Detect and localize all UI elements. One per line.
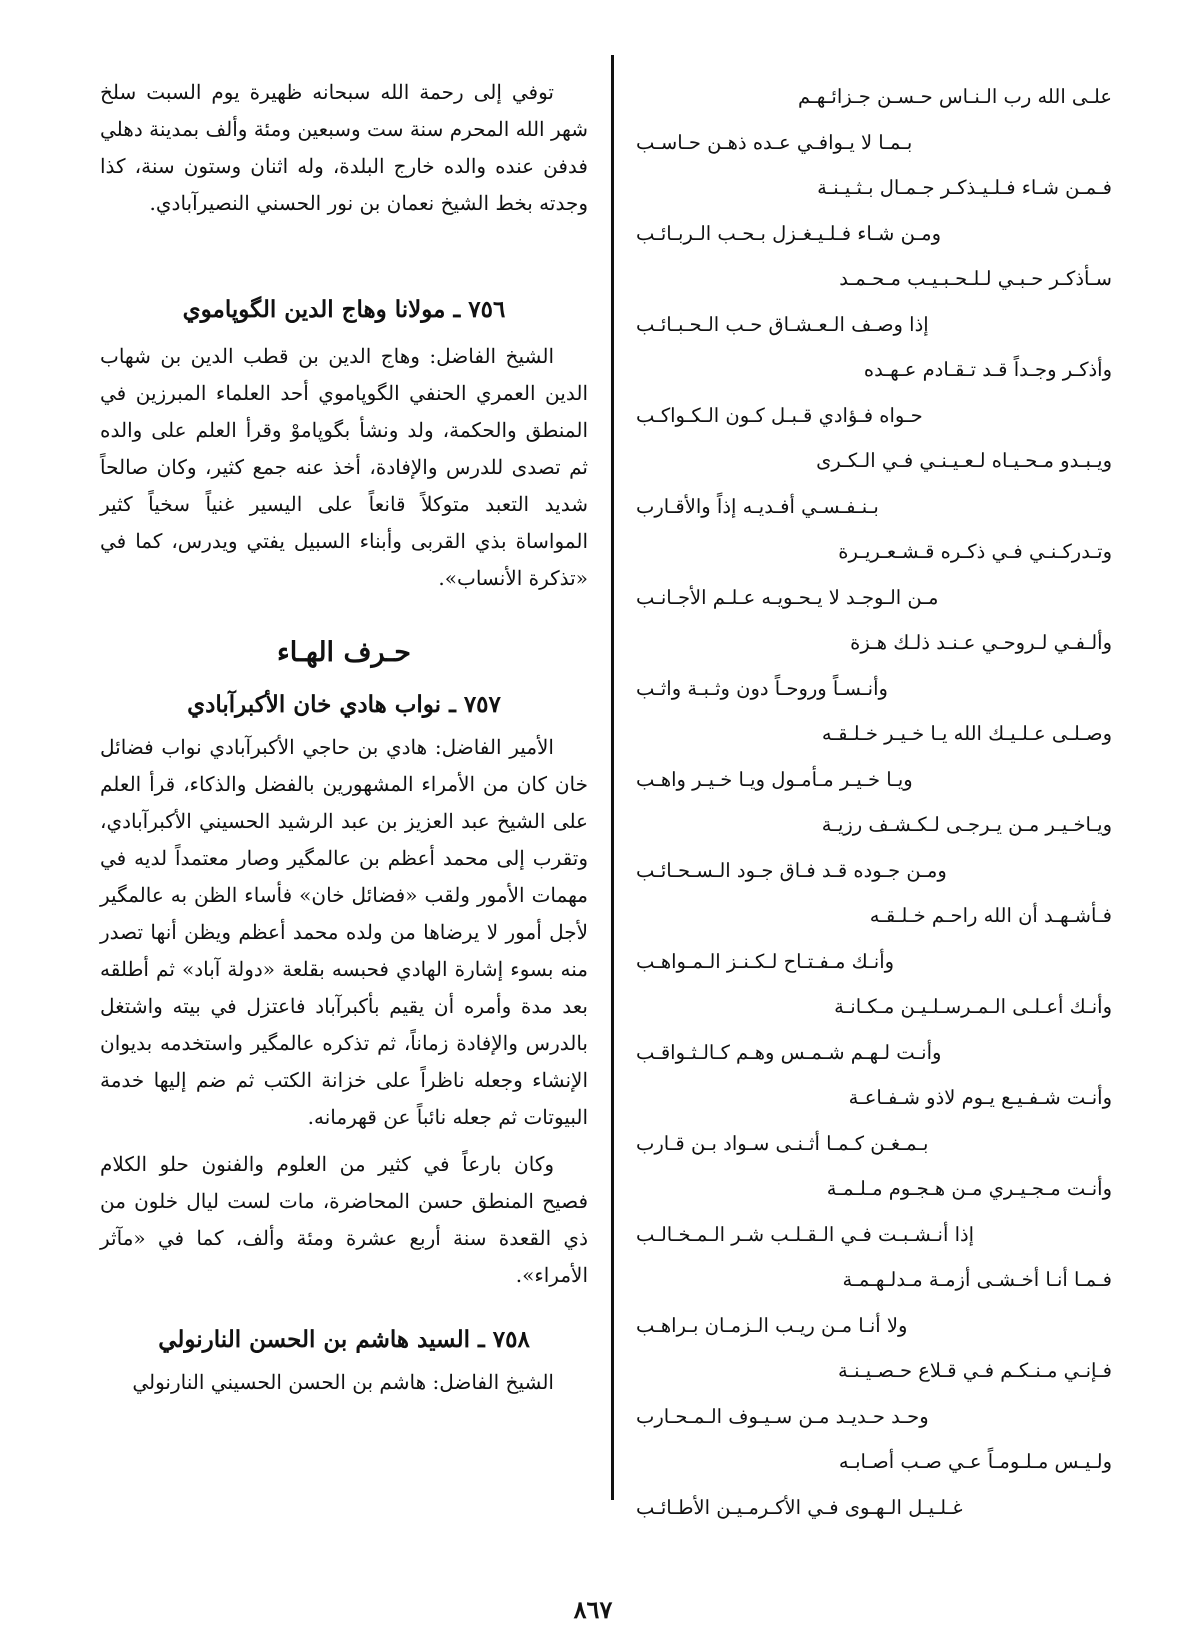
- page-number: ٨٦٧: [573, 1595, 613, 1624]
- verse-first-hemistich: سـأذكـر حـبـي لـلـحـبـيـب مـحـمـد: [839, 267, 1112, 290]
- verse-first-hemistich: علـى الله رب الـنـاس حـسـن جـزائـهـم: [798, 85, 1112, 108]
- column-divider: [611, 55, 614, 1500]
- verse-first-hemistich: وألـفـي لـروحـي عـنـد ذلـك هـزة: [850, 631, 1112, 654]
- verse-second-hemistich: إذا أنـشـبـت فـي الـقـلـب شـر الـمـخـالـب: [636, 1222, 975, 1246]
- entry-757-title: ٧٥٧ ـ نواب هادي خان الأكبرآبادي: [187, 691, 501, 718]
- letter-heading: حـرف الهـاء: [277, 637, 411, 668]
- entry-756-title: ٧٥٦ ـ مولانا وهاج الدين الگوپاموي: [182, 296, 506, 323]
- verse-first-hemistich: وأنـت مـجـيـري مـن هـجـوم مـلـمـة: [826, 1177, 1112, 1200]
- verse-second-hemistich: حـواه فـؤادي قـبـل كـون الـكـواكـب: [636, 403, 923, 427]
- verse-second-hemistich: إذا وصـف الـعـشـاق حـب الـحـبـائـب: [636, 312, 929, 336]
- verse-first-hemistich: وأنـت شـفـيـع يـوم لاذو شـفـاعـة: [848, 1086, 1112, 1109]
- verse-second-hemistich: ولا أنـا مـن ريـب الـزمـان بـراهـب: [636, 1313, 908, 1337]
- entry-756-paragraph: الشيخ الفاضل: وهاج الدين بن قطب الدين بن شهاب الدين العمري الحنفي الگوپاموي أحد العلماء المبرزين في المنطق والحكمة، ولد ونشأ بگوپاموْ وقرأ العلم على والده ثم تصدى للدرس والإفادة، أخذ عنه جمع كثير، وكان صالحاً شديد التعبد متوكلاً قانعاً على اليسير غنياً سخياً كثير المواساة بذي القربى وأبناء السبيل يفتي ويدرس، كما في «تذكرة الأنساب».: [100, 344, 588, 590]
- verse-first-hemistich: ويـبـدو مـحـيـاه لـعـيـنـي فـي الـكـرى: [816, 449, 1112, 472]
- verse-second-hemistich: وأنـت لـهـم شـمـس وهـم كـالـثـواقـب: [636, 1040, 942, 1064]
- entry-758-paragraph: الشيخ الفاضل: هاشم بن الحسن الحسيني النارنولي: [132, 1370, 554, 1394]
- verse-second-hemistich: بـمـغـن كـمـا أثـنـى سـواد بـن قـارب: [636, 1131, 929, 1155]
- verse-first-hemistich: وصـلـى عـلـيـك الله يـا خـيـر خـلـقـه: [821, 722, 1112, 745]
- verse-second-hemistich: غـلـيـل الـهـوى فـي الأكـرمـيـن الأطـائـب: [636, 1495, 963, 1519]
- verse-first-hemistich: ويـاخـيـر مـن يـرجـى لـكـشـف رزيـة: [821, 813, 1112, 836]
- verse-second-hemistich: مـن الـوجـد لا يـحـويـه عـلـم الأجـانـب: [636, 585, 939, 609]
- verse-second-hemistich: وحـد حـديـد مـن سـيـوف الـمـحـارب: [636, 1404, 929, 1428]
- verse-first-hemistich: فـإنـي مـنـكـم فـي قـلاع حـصـيـنـة: [837, 1359, 1112, 1382]
- verse-first-hemistich: فـمـا أنـا أخـشـى أزمـة مـدلـهـمـة: [842, 1268, 1112, 1291]
- verse-first-hemistich: فـأشـهـد أن الله راحـم خـلـقـه: [869, 904, 1112, 927]
- verse-second-hemistich: وأنـسـاً وروحـاً دون وثـبـة واثـب: [636, 676, 888, 700]
- entry-757-paragraph-2: وكان بارعاً في كثير من العلوم والفنون حلو الكلام فصيح المنطق حسن المحاضرة، مات لست ليال خلون من ذي القعدة سنة أربع عشرة ومئة وألف، كما في «مآثر الأمراء».: [100, 1152, 588, 1287]
- entry-758-title: ٧٥٨ ـ السيد هاشم بن الحسن النارنولي: [158, 1326, 530, 1353]
- entry-757-paragraph-1: الأمير الفاضل: هادي بن حاجي الأكبرآبادي نواب فضائل خان كان من الأمراء المشهورين بالفضل والذكاء، قرأ العلم على الشيخ عبد العزيز بن عبد الرشيد الحسيني الأكبرآبادي، وتقرب إلى محمد أعظم بن عالمگير وصار معتمداً لديه في مهمات الأمور ولقب «فضائل خان» فأساء الظن به عالمگير لأجل أمور لا يرضاها من ولده محمد أعظم ويظن أنها تصدر منه بسوء إشارة الهادي فحبسه بقلعة «دولة آباد» ثم أطلقه بعد مدة وأمره أن يقيم بأكبرآباد فاعتزل في بيته واشتغل بالدرس والإفادة زماناً، ثم تذكره عالمگير واستخدمه بديوان الإنشاء وجعله ناظراً على خزانة الكتب ثم ضم إليها خدمة البيوتات ثم جعله نائباً عن قهرمانه.: [100, 735, 588, 1129]
- verse-second-hemistich: بـنـفـسـي أفـديـه إذاً والأقـارب: [636, 494, 879, 518]
- verse-first-hemistich: وتـدركـنـي فـي ذكـره قـشـعـريـرة: [838, 540, 1112, 563]
- verse-first-hemistich: ولـيـس مـلـومـاً عـي صـب أصـابـه: [838, 1450, 1112, 1473]
- verse-second-hemistich: ويـا خـيـر مـأمـول ويـا خـيـر واهـب: [636, 767, 913, 791]
- verse-second-hemistich: ومـن جـوده قـد فـاق جـود الـسـحـائـب: [636, 858, 947, 882]
- verse-second-hemistich: وأنـك مـفـتـاح لـكـنـز الـمـواهـب: [636, 949, 895, 973]
- poem-column: [622, 74, 1124, 1530]
- verse-first-hemistich: وأذكـر وجـداً قـد تـقـادم عـهـده: [863, 358, 1112, 381]
- verse-second-hemistich: ومـن شـاء فـلـيـغـزل بـحـب الـربـائـب: [636, 221, 942, 245]
- prose-column: [100, 74, 588, 1401]
- intro-paragraph: توفي إلى رحمة الله سبحانه ظهيرة يوم السبت سلخ شهر الله المحرم سنة ست وسبعين ومئة وألف بمدينة دهلي فدفن عنده والده خارج البلدة، وله اثنان وستون سنة، كذا وجدته بخط الشيخ نعمان بن نور الحسني النصيرآبادي.: [100, 80, 588, 215]
- verse-second-hemistich: بـمـا لا يـوافـي عـده ذهـن حـاسـب: [636, 130, 913, 154]
- verse-first-hemistich: وأنـك أعـلـى الـمـرسـلـيـن مـكـانـة: [834, 995, 1112, 1018]
- verse-first-hemistich: فـمـن شـاء فـلـيـذكـر جـمـال بـثـيـنـة: [817, 176, 1112, 199]
